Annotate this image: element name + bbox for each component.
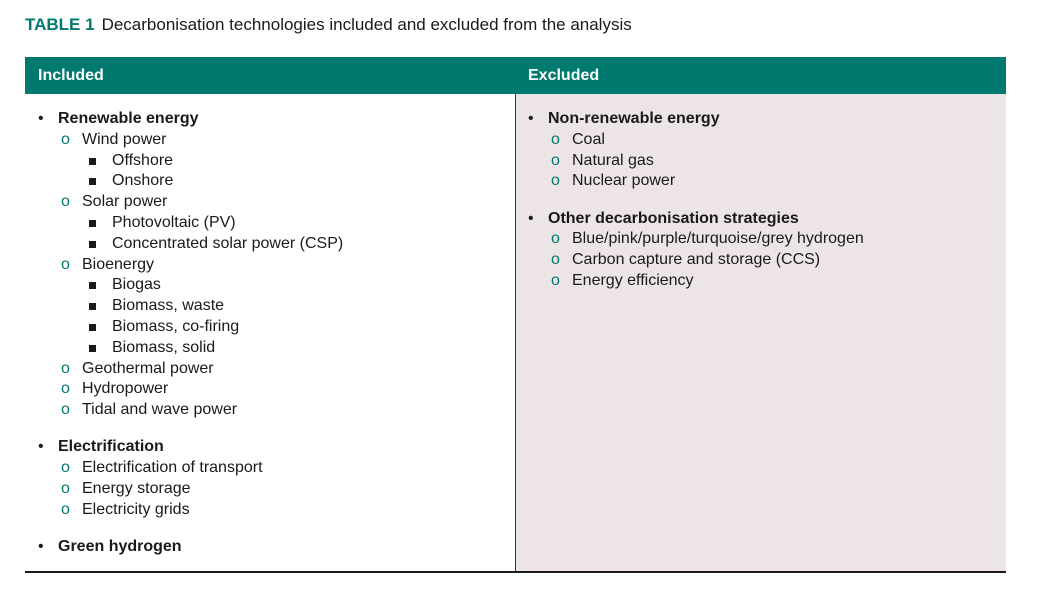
- category-label: Renewable energy: [58, 110, 199, 127]
- subcategory-item: [25, 359, 515, 380]
- subcategory-label: Blue/pink/purple/turquoise/grey hydrogen: [572, 230, 864, 248]
- square-bullet-icon: [89, 345, 96, 352]
- subcategory-label: Tidal and wave power: [82, 401, 238, 419]
- category-label: Green hydrogen: [58, 538, 182, 556]
- circle-bullet-icon: o: [61, 255, 70, 273]
- square-bullet-icon: [89, 303, 96, 310]
- circle-bullet-icon: o: [61, 193, 70, 211]
- subcategory-item: [515, 151, 1006, 172]
- square-bullet-icon: [89, 241, 96, 248]
- included-column: [25, 57, 515, 573]
- circle-bullet-icon: o: [551, 230, 560, 248]
- circle-bullet-icon: o: [61, 380, 70, 398]
- included-header: Included: [25, 57, 515, 94]
- circle-bullet-icon: o: [61, 480, 70, 498]
- technology-label: Concentrated solar power (CSP): [112, 234, 344, 252]
- technologies-table: [25, 57, 1006, 573]
- circle-bullet-icon: o: [551, 151, 560, 169]
- subcategory-item: [515, 229, 1006, 250]
- square-bullet-icon: [89, 282, 96, 289]
- included-list: [25, 109, 515, 558]
- table-title: Decarbonisation technologies included and excluded from the analysis: [101, 15, 632, 34]
- square-bullet-icon: [89, 158, 96, 165]
- subcategory-item: [25, 458, 515, 479]
- square-bullet-icon: [89, 324, 96, 331]
- subcategory-label: Geothermal power: [82, 359, 214, 377]
- circle-bullet-icon: o: [551, 172, 560, 190]
- subcategory-item: [25, 400, 515, 421]
- circle-bullet-icon: o: [61, 401, 70, 419]
- excluded-column: [515, 57, 1006, 573]
- circle-bullet-icon: o: [551, 130, 560, 148]
- technology-label: Biomass, solid: [112, 338, 216, 356]
- technology-item: [25, 275, 515, 296]
- excluded-list: [515, 109, 1006, 292]
- subcategory-item: [515, 271, 1006, 292]
- subcategory-item: [25, 192, 515, 213]
- category-label: Other decarbonisation strategies: [548, 209, 799, 227]
- technology-label: Offshore: [112, 151, 174, 169]
- subcategory-label: Bioenergy: [82, 255, 155, 273]
- circle-bullet-icon: o: [61, 459, 70, 477]
- table-bottom-rule: [25, 571, 1006, 573]
- category-label: Non-renewable energy: [548, 110, 720, 127]
- subcategory-item: [515, 171, 1006, 192]
- bullet-icon: •: [38, 538, 44, 556]
- circle-bullet-icon: o: [61, 130, 70, 148]
- subcategory-item: [515, 130, 1006, 151]
- circle-bullet-icon: o: [551, 272, 560, 290]
- subcategory-item: [25, 500, 515, 521]
- subcategory-label: Energy storage: [82, 480, 191, 498]
- square-bullet-icon: [89, 220, 96, 227]
- technology-label: Biomass, co-firing: [112, 317, 240, 335]
- bullet-icon: •: [38, 438, 44, 456]
- category-item: [515, 209, 1006, 230]
- technology-item: [25, 296, 515, 317]
- circle-bullet-icon: o: [61, 359, 70, 377]
- subcategory-item: [25, 379, 515, 400]
- category-item: [515, 109, 1006, 130]
- category-item: [25, 537, 515, 558]
- technology-label: Biogas: [112, 276, 161, 294]
- technology-label: Biomass, waste: [112, 297, 225, 315]
- circle-bullet-icon: o: [551, 251, 560, 269]
- subcategory-label: Energy efficiency: [572, 272, 694, 290]
- excluded-header: Excluded: [515, 57, 1006, 94]
- table-number: TABLE 1: [25, 15, 95, 34]
- technology-item: [25, 213, 515, 234]
- subcategory-label: Nuclear power: [572, 172, 676, 190]
- category-item: [25, 109, 515, 130]
- subcategory-item: [25, 130, 515, 151]
- bullet-icon: •: [528, 209, 534, 227]
- technology-item: [25, 171, 515, 192]
- subcategory-item: [515, 250, 1006, 271]
- subcategory-label: Hydropower: [82, 380, 169, 398]
- technology-label: Onshore: [112, 172, 174, 190]
- subcategory-label: Wind power: [82, 130, 167, 148]
- bullet-icon: •: [38, 110, 44, 127]
- technology-item: [25, 234, 515, 255]
- technology-item: [25, 338, 515, 359]
- category-label: Electrification: [58, 438, 164, 456]
- technology-label: Photovoltaic (PV): [112, 213, 236, 231]
- subcategory-label: Electricity grids: [82, 500, 190, 518]
- subcategory-label: Natural gas: [572, 151, 654, 169]
- column-divider: [515, 94, 516, 573]
- circle-bullet-icon: o: [61, 500, 70, 518]
- subcategory-label: Carbon capture and storage (CCS): [572, 251, 821, 269]
- bullet-icon: •: [528, 110, 534, 127]
- category-item: [25, 437, 515, 458]
- square-bullet-icon: [89, 178, 96, 185]
- table-caption: [25, 14, 632, 36]
- technology-item: [25, 151, 515, 172]
- subcategory-item: [25, 255, 515, 276]
- subcategory-label: Coal: [572, 130, 605, 148]
- subcategory-label: Electrification of transport: [82, 459, 263, 477]
- subcategory-label: Solar power: [82, 193, 168, 211]
- subcategory-item: [25, 479, 515, 500]
- technology-item: [25, 317, 515, 338]
